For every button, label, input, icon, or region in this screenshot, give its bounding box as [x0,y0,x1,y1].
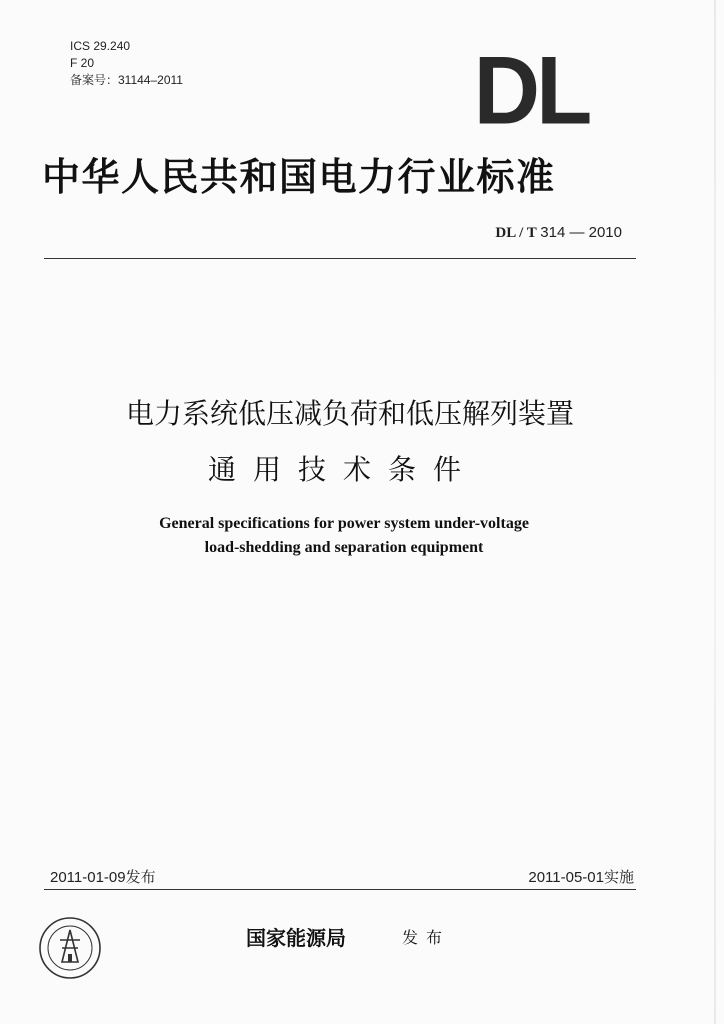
standard-number-value: 314 — 2010 [540,224,622,241]
title-chinese-line-2: 通用技术条件 [207,453,478,486]
publish-label: 发布 [402,928,451,947]
standard-type-heading: 中华人民共和国电力行业标准 [42,154,556,199]
classification-codes [70,38,183,89]
standard-number [495,224,622,242]
publisher-seal-icon [38,916,102,980]
dl-logo: DL [473,37,589,145]
bottom-divider [44,889,636,890]
publisher-name: 国家能源局 [246,926,346,950]
title-english-line-2: load-shedding and separation equipment [204,539,484,556]
record-number: 备案号：31144–2011 [70,73,183,87]
implementation-date: 2011-05-01实施 [528,869,634,886]
top-divider [44,258,636,259]
scan-edge-shadow [714,0,716,1024]
ics-code: ICS 29.240 [70,39,131,53]
title-english-line-1: General specifications for power system under-voltage [159,515,529,532]
issue-date: 2011-01-09发布 [50,869,156,886]
classification-code: F 20 [70,56,95,70]
title-english [0,512,688,560]
standard-number-prefix: DL / T [495,225,537,241]
title-chinese-line-1: 电力系统低压减负荷和低压解列装置 [125,397,574,430]
